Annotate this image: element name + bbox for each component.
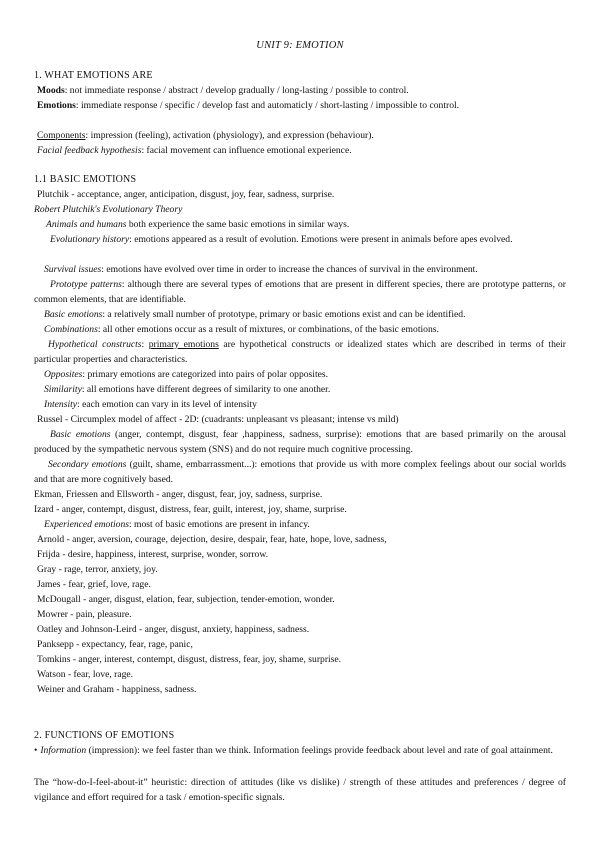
secondary-emotions-item [34,457,566,487]
theorist-oatley: Oatley and Johnson-Leird - anger, disgust, anxiety, happiness, sadness. [37,624,310,635]
intensity-term: Intensity [44,399,78,410]
facial-feedback-term: Facial feedback hypothesis [37,145,142,156]
izard-line: Izard - anger, contempt, disgust, distress, fear, guilt, interest, joy, shame, surprise. [34,504,347,515]
moods-text: : not immediate response / abstract / develop gradually / long-lasting / possible to control. [64,85,409,96]
components-term: Components [37,130,86,141]
experienced-emotions-text: : most of basic emotions are present in infancy. [128,519,310,530]
information-text: (impression): we feel faster than we think. Information feelings provide feedback about level and rate of goal attainment. [86,745,553,756]
facial-feedback-text: : facial movement can influence emotional experience. [141,145,352,156]
theorist-mcdougall: McDougall - anger, disgust, elation, fear, subjection, tender-emotion, wonder. [37,594,335,605]
hypothetical-constructs-colon: : [141,339,149,350]
section-heading-basic-emotions: 1.1 BASIC EMOTIONS [34,174,137,185]
emotions-term: Emotions [37,100,76,111]
basic-emotions-item [44,307,576,322]
theory-title [34,202,566,217]
evolutionary-history-text: : emotions appeared as a result of evolution. Emotions were present in animals before apes evolved. [129,234,513,245]
moods-definition [37,83,569,98]
section-heading-what-emotions-are: 1. WHAT EMOTIONS ARE [34,70,153,81]
components-text: : impression (feeling), activation (physiology), and expression (behaviour). [85,130,374,141]
secondary-emotions-text: (guilt, shame, embarrassment...): emotions that provide us with more complex feelings about our social worlds and that are more cognitively based. [34,459,566,485]
theory-title-text: Robert Plutchik's Evolutionary Theory [34,204,183,215]
theorist-james: James - fear, grief, love, rage. [37,579,151,590]
animals-item [46,217,578,232]
basic-emotions-sns-term: Basic emotions [50,429,111,440]
evolutionary-history-term: Evolutionary history [50,234,130,245]
section-heading-functions: 2. FUNCTIONS OF EMOTIONS [34,730,175,741]
emotions-definition [37,98,569,113]
theorist-mowrer: Mowrer - pain, pleasure. [37,609,132,620]
hypothetical-constructs-text: are hypothetical constructs or idealized states which are described in terms of their particular properties and characteristics. [34,339,566,365]
hypothetical-constructs-term: Hypothetical constructs [48,339,142,350]
basic-emotions-term: Basic emotions [44,309,103,320]
similarity-item [44,382,576,397]
opposites-text: : primary emotions are categorized into pairs of polar opposites. [82,369,329,380]
facial-feedback-definition [37,143,569,158]
information-item [34,743,566,758]
intensity-text: : each emotion can vary in its level of intensity [77,399,257,410]
primary-emotions-underline: primary emotions [148,339,219,350]
combinations-text: : all other emotions occur as a result of mixtures, or combinations, of the basic emotions. [97,324,439,335]
bullet-icon: • [34,745,38,756]
basic-emotions-text: : a relatively small number of prototype, primary or basic emotions exist and can be identified. [102,309,466,320]
theorist-gray: Gray - rage, terror, anxiety, joy. [37,564,158,575]
survival-issues-text: : emotions have evolved over time in order to increase the chances of survival in the environment. [101,264,478,275]
animals-text: both experience the same basic emotions in similar ways. [126,219,350,230]
opposites-item [44,367,576,382]
plutchik-list: Plutchik - acceptance, anger, anticipation, disgust, joy, fear, sadness, surprise. [37,189,335,200]
prototype-patterns-item [34,277,566,307]
theorist-tomkins: Tomkins - anger, interest, contempt, disgust, distress, fear, joy, shame, surprise. [37,654,342,665]
russel-line: Russel - Circumplex model of affect - 2D: (cuadrants: unpleasant vs pleasant; intense vs mild) [37,414,399,425]
similarity-text: : all emotions have different degrees of similarity to one another. [81,384,331,395]
theorist-weiner: Weiner and Graham - happiness, sadness. [37,684,197,695]
ekman-line: Ekman, Friessen and Ellsworth - anger, disgust, fear, joy, sadness, surprise. [34,489,323,500]
survival-issues-item [44,262,576,277]
components-definition [37,128,569,143]
basic-emotions-sns-text: (anger, contempt, disgust, fear ,happiness, sadness, surprise): emotions that are based primarily on the arousal produced by the sympathetic nervous system (SNS) and do not require much cognitive processing. [34,429,566,455]
emotions-text: : immediate response / specific / develop fast and automaticly / short-lasting / impossible to control. [75,100,460,111]
page-title: UNIT 9: EMOTION [256,40,344,51]
experienced-emotions-term: Experienced emotions [44,519,129,530]
similarity-term: Similarity [44,384,82,395]
secondary-emotions-term: Secondary emotions [48,459,127,470]
combinations-item [44,322,576,337]
theorist-arnold: Arnold - anger, aversion, courage, dejection, desire, despair, fear, hate, hope, love, sadness, [37,534,387,545]
moods-term: Moods [37,85,65,96]
survival-issues-term: Survival issues [44,264,102,275]
opposites-term: Opposites [44,369,83,380]
evolutionary-history-item [34,232,566,247]
prototype-patterns-text: : although there are several types of emotions that are present in different species, there are prototype patterns, or common elements, that are identifiable. [34,279,566,305]
information-term: Information [40,745,87,756]
theorist-frijda: Frijda - desire, happiness, interest, surprise, wonder, sorrow. [37,549,269,560]
hypothetical-constructs-item [34,337,566,367]
theorist-watson: Watson - fear, love, rage. [37,669,134,680]
basic-emotions-sns-item [34,427,566,457]
combinations-term: Combinations [44,324,98,335]
experienced-emotions-item [44,517,576,532]
animals-term: Animals and humans [46,219,127,230]
prototype-patterns-term: Prototype patterns [50,279,122,290]
heuristic-paragraph: The “how-do-I-feel-about-it” heuristic: direction of attitudes (like vs dislike) / strength of these attitudes and preferences / degree of vigilance and effort required for a task / emotion-specific signals. [34,777,566,803]
theorist-panksepp: Panksepp - expectancy, fear, rage, panic, [37,639,193,650]
intensity-item [44,397,576,412]
